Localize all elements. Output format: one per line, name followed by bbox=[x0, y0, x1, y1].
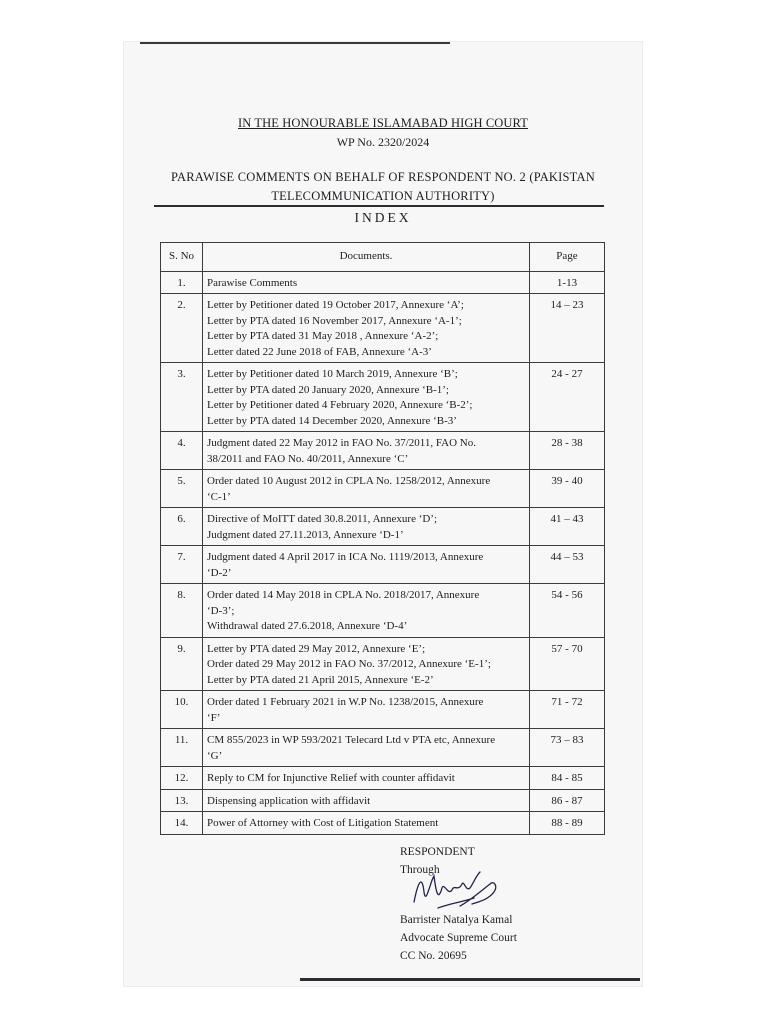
index-heading: INDEX bbox=[354, 210, 412, 225]
row-page-range: 44 – 53 bbox=[530, 546, 605, 584]
row-serial-number: 13. bbox=[161, 789, 203, 812]
title-line-1: PARAWISE COMMENTS ON BEHALF OF RESPONDENT NO. 2 (PAKISTAN bbox=[171, 170, 595, 184]
row-page-range: 14 – 23 bbox=[530, 294, 605, 363]
table-row bbox=[161, 691, 605, 729]
row-serial-number: 11. bbox=[161, 729, 203, 767]
document-line: CM 855/2023 in WP 593/2021 Telecard Ltd v PTA etc, Annexure bbox=[207, 734, 496, 746]
top-edge-line bbox=[140, 42, 450, 44]
document-line: Order dated 14 May 2018 in CPLA No. 2018/2017, Annexure bbox=[207, 589, 480, 601]
advocate-cc-number: CC No. 20695 bbox=[400, 950, 467, 962]
table-row bbox=[161, 470, 605, 508]
row-serial-number: 4. bbox=[161, 432, 203, 470]
row-documents bbox=[203, 729, 530, 767]
table-row bbox=[161, 546, 605, 584]
document-line: 38/2011 and FAO No. 40/2011, Annexure ‘C’ bbox=[207, 452, 409, 465]
document-line: Letter by PTA dated 16 November 2017, Annexure ‘A-1’; bbox=[207, 314, 462, 327]
row-documents bbox=[203, 767, 530, 790]
document-line: Power of Attorney with Cost of Litigation Statement bbox=[207, 817, 439, 829]
document-line: Letter by PTA dated 21 April 2015, Annexure ‘E-2’ bbox=[207, 673, 434, 686]
row-documents bbox=[203, 294, 530, 363]
table-header-row bbox=[161, 243, 605, 272]
row-documents bbox=[203, 470, 530, 508]
document-line: ‘D-2’ bbox=[207, 566, 232, 579]
document-title bbox=[124, 168, 642, 206]
row-page-range: 39 - 40 bbox=[530, 470, 605, 508]
table-row bbox=[161, 812, 605, 835]
row-serial-number: 6. bbox=[161, 508, 203, 546]
table-row bbox=[161, 294, 605, 363]
document-line: Judgment dated 4 April 2017 in ICA No. 1119/2013, Annexure bbox=[207, 551, 484, 563]
row-serial-number: 14. bbox=[161, 812, 203, 835]
document-line: Order dated 10 August 2012 in CPLA No. 1258/2012, Annexure bbox=[207, 475, 491, 487]
document-line: Judgment dated 22 May 2012 in FAO No. 37/2011, FAO No. bbox=[207, 437, 476, 449]
row-page-range: 57 - 70 bbox=[530, 637, 605, 691]
document-line: Dispensing application with affidavit bbox=[207, 794, 371, 807]
court-name-heading: IN THE HONOURABLE ISLAMABAD HIGH COURT bbox=[238, 116, 528, 130]
document-line: Reply to CM for Injunctive Relief with counter affidavit bbox=[207, 772, 455, 784]
row-documents bbox=[203, 812, 530, 835]
row-documents bbox=[203, 271, 530, 294]
row-page-range: 86 - 87 bbox=[530, 789, 605, 812]
row-documents bbox=[203, 432, 530, 470]
row-page-range: 71 - 72 bbox=[530, 691, 605, 729]
index-table bbox=[160, 242, 605, 835]
document-line: Letter by Petitioner dated 19 October 2017, Annexure ‘A’; bbox=[207, 299, 464, 311]
row-documents bbox=[203, 584, 530, 638]
document-line: Letter by PTA dated 14 December 2020, Annexure ‘B-3’ bbox=[207, 414, 457, 427]
header-serial: S. No bbox=[161, 243, 203, 272]
document-line: Directive of MoITT dated 30.8.2011, Annexure ‘D’; bbox=[207, 513, 438, 525]
document-line: ‘G’ bbox=[207, 749, 223, 762]
handwritten-signature bbox=[408, 862, 508, 914]
row-page-range: 73 – 83 bbox=[530, 729, 605, 767]
title-divider bbox=[154, 205, 604, 207]
row-serial-number: 8. bbox=[161, 584, 203, 638]
row-documents bbox=[203, 363, 530, 432]
row-serial-number: 12. bbox=[161, 767, 203, 790]
row-documents bbox=[203, 789, 530, 812]
row-serial-number: 3. bbox=[161, 363, 203, 432]
document-line: Letter by Petitioner dated 4 February 2020, Annexure ‘B-2’; bbox=[207, 399, 473, 411]
row-documents bbox=[203, 691, 530, 729]
table-row bbox=[161, 789, 605, 812]
row-page-range: 41 – 43 bbox=[530, 508, 605, 546]
advocate-court: Advocate Supreme Court bbox=[400, 932, 517, 944]
respondent-label: RESPONDENT bbox=[400, 846, 475, 858]
document-line: Order dated 1 February 2021 in W.P No. 1238/2015, Annexure bbox=[207, 696, 484, 708]
bottom-edge-line bbox=[300, 978, 640, 981]
row-page-range: 1-13 bbox=[530, 271, 605, 294]
document-line: Parawise Comments bbox=[207, 276, 298, 289]
row-serial-number: 5. bbox=[161, 470, 203, 508]
row-serial-number: 9. bbox=[161, 637, 203, 691]
document-line: ‘F’ bbox=[207, 711, 221, 724]
advocate-name: Barrister Natalya Kamal bbox=[400, 914, 513, 926]
document-line: Letter by PTA dated 20 January 2020, Annexure ‘B-1’; bbox=[207, 383, 449, 396]
row-page-range: 54 - 56 bbox=[530, 584, 605, 638]
row-page-range: 84 - 85 bbox=[530, 767, 605, 790]
header-page: Page bbox=[530, 243, 605, 272]
header-documents: Documents. bbox=[203, 243, 530, 272]
document-line: Withdrawal dated 27.6.2018, Annexure ‘D-4’ bbox=[207, 620, 408, 632]
title-line-2: TELECOMMUNICATION AUTHORITY) bbox=[271, 189, 495, 203]
row-documents bbox=[203, 637, 530, 691]
table-row bbox=[161, 584, 605, 638]
document-line: Letter by PTA dated 29 May 2012, Annexure ‘E’; bbox=[207, 642, 426, 655]
row-page-range: 88 - 89 bbox=[530, 812, 605, 835]
table-row bbox=[161, 363, 605, 432]
document-line: Letter by PTA dated 31 May 2018 , Annexure ‘A-2’; bbox=[207, 330, 439, 342]
row-serial-number: 1. bbox=[161, 271, 203, 294]
row-page-range: 24 - 27 bbox=[530, 363, 605, 432]
table-row bbox=[161, 271, 605, 294]
index-table-body bbox=[161, 271, 605, 834]
row-documents bbox=[203, 546, 530, 584]
document-line: ‘C-1’ bbox=[207, 490, 231, 503]
document-line: Letter by Petitioner dated 10 March 2019, Annexure ‘B’; bbox=[207, 368, 458, 380]
row-page-range: 28 - 38 bbox=[530, 432, 605, 470]
wp-number: WP No. 2320/2024 bbox=[336, 135, 430, 149]
table-row bbox=[161, 729, 605, 767]
row-serial-number: 2. bbox=[161, 294, 203, 363]
table-row bbox=[161, 767, 605, 790]
through-label: Through bbox=[400, 864, 440, 876]
document-line: Letter dated 22 June 2018 of FAB, Annexure ‘A-3’ bbox=[207, 345, 432, 358]
row-serial-number: 10. bbox=[161, 691, 203, 729]
table-row bbox=[161, 637, 605, 691]
document-line: Judgment dated 27.11.2013, Annexure ‘D-1’ bbox=[207, 528, 404, 541]
document-line: ‘D-3’; bbox=[207, 604, 235, 617]
table-row bbox=[161, 432, 605, 470]
table-row bbox=[161, 508, 605, 546]
row-documents bbox=[203, 508, 530, 546]
document-line: Order dated 29 May 2012 in FAO No. 37/2012, Annexure ‘E-1’; bbox=[207, 658, 491, 670]
row-serial-number: 7. bbox=[161, 546, 203, 584]
